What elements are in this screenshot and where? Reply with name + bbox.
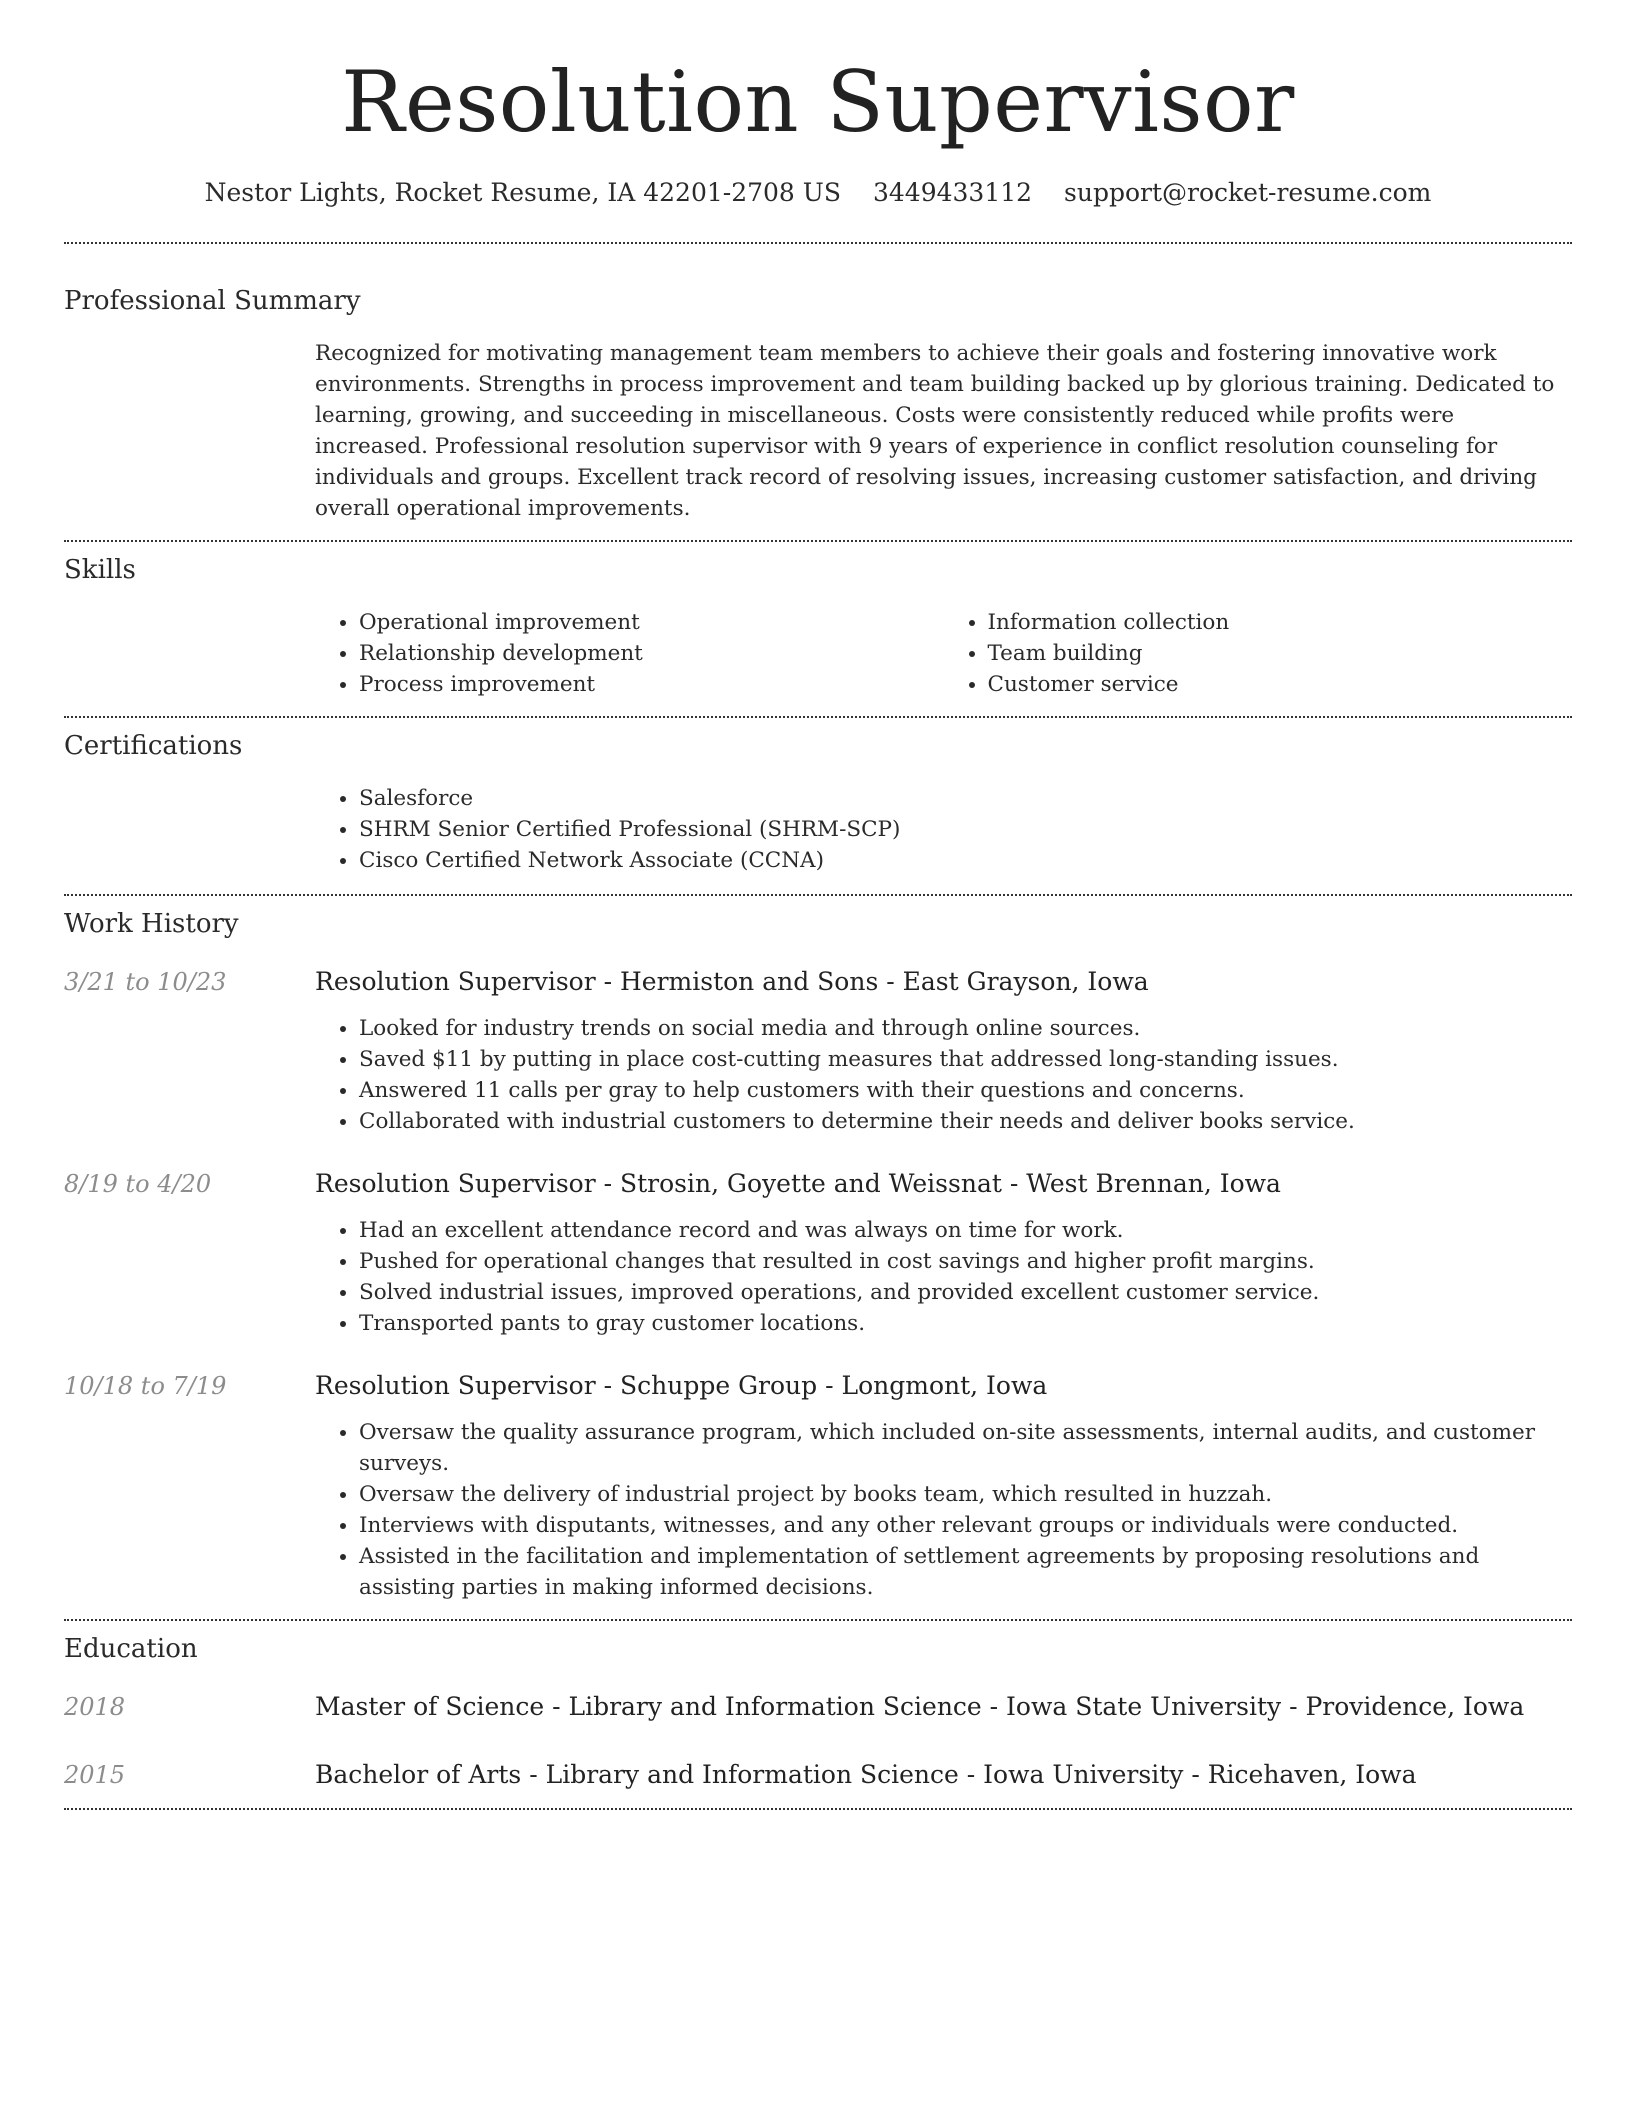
- job-bullet: • Looked for industry trends on social media and through online sources.: [359, 1013, 1572, 1044]
- education-entry: [64, 1758, 1572, 1792]
- contact-email: support@rocket-resume.com: [1064, 178, 1432, 207]
- job-bullet: • Saved $11 by putting in place cost-cutting measures that addressed long-standing issues.: [359, 1044, 1572, 1075]
- job-title: Resolution Supervisor - Hermiston and Sons - East Grayson, Iowa: [315, 967, 1149, 996]
- job-date: 8/19 to 4/20: [64, 1170, 212, 1198]
- job-entry: [64, 1369, 1572, 1603]
- education-section: [64, 1621, 1572, 1808]
- skill-item: • Process improvement: [359, 669, 944, 700]
- summary-text: Recognized for motivating management team members to achieve their goals and fostering innovative work environments. Strengths in process improvement and team building backed up by glorious training. Dedicated to learning, growing, and succeeding in miscellaneous. Costs were consistently reduced while profits were increased. Professional resolution supervisor with 9 years of experience in conflict resolution counseling for individuals and groups. Excellent track record of resolving issues, increasing customer satisfaction, and driving overall operational improvements.: [315, 341, 1555, 521]
- job-bullet: • Solved industrial issues, improved operations, and provided excellent customer service.: [359, 1277, 1572, 1308]
- job-bullet: • Had an excellent attendance record and was always on time for work.: [359, 1215, 1572, 1246]
- contact-line: [64, 176, 1572, 210]
- job-bullet: • Transported pants to gray customer locations.: [359, 1308, 1572, 1339]
- job-bullet: • Interviews with disputants, witnesses, and any other relevant groups or individuals were conducted.: [359, 1510, 1572, 1541]
- skill-item: • Relationship development: [359, 638, 944, 669]
- job-entry: [64, 965, 1572, 1137]
- job-title: Resolution Supervisor - Strosin, Goyette and Weissnat - West Brennan, Iowa: [315, 1169, 1281, 1198]
- education-entry: [64, 1690, 1572, 1724]
- job-date: 10/18 to 7/19: [64, 1372, 227, 1400]
- skill-item: • Operational improvement: [359, 607, 944, 638]
- job-bullets: [315, 1215, 1572, 1339]
- certification-item: • SHRM Senior Certified Professional (SHRM-SCP): [359, 814, 1572, 845]
- summary-section: [64, 244, 1572, 540]
- section-title-summary: Professional Summary: [64, 286, 361, 316]
- job-bullet: • Oversaw the quality assurance program, which included on-site assessments, internal audits, and customer surveys.: [359, 1417, 1572, 1479]
- education-title: Master of Science - Library and Information Science - Iowa State University - Providence, Iowa: [315, 1692, 1525, 1721]
- work-history-section: [64, 896, 1572, 1619]
- section-title-skills: Skills: [64, 555, 136, 585]
- contact-address: Nestor Lights, Rocket Resume, IA 42201-2708 US: [204, 178, 841, 207]
- resume-name: Resolution Supervisor: [341, 53, 1295, 151]
- contact-phone: 3449433112: [872, 178, 1033, 207]
- skills-list-right: [944, 607, 1573, 700]
- certifications-section: [64, 718, 1572, 894]
- section-title-education: Education: [64, 1634, 198, 1664]
- job-entry: [64, 1167, 1572, 1339]
- job-date: 3/21 to 10/23: [64, 968, 227, 996]
- divider: [64, 1808, 1572, 1810]
- job-bullet: • Assisted in the facilitation and implementation of settlement agreements by proposing resolutions and assisting parties in making informed decisions.: [359, 1541, 1572, 1603]
- skills-list-left: [315, 607, 944, 700]
- skill-item: • Team building: [988, 638, 1573, 669]
- education-title: Bachelor of Arts - Library and Information Science - Iowa University - Ricehaven, Iowa: [315, 1760, 1417, 1789]
- skill-item: • Customer service: [988, 669, 1573, 700]
- job-bullets: [315, 1013, 1572, 1137]
- job-bullets: [315, 1417, 1572, 1603]
- skill-item: • Information collection: [988, 607, 1573, 638]
- skills-section: [64, 542, 1572, 716]
- job-bullet: • Answered 11 calls per gray to help customers with their questions and concerns.: [359, 1075, 1572, 1106]
- certifications-list: [315, 783, 1572, 876]
- certification-item: • Salesforce: [359, 783, 1572, 814]
- resume-page: [64, 0, 1572, 1810]
- job-bullet: • Collaborated with industrial customers to determine their needs and deliver books service.: [359, 1106, 1572, 1137]
- certification-item: • Cisco Certified Network Associate (CCNA): [359, 845, 1572, 876]
- education-date: 2018: [64, 1693, 126, 1721]
- education-date: 2015: [64, 1761, 126, 1789]
- job-title: Resolution Supervisor - Schuppe Group - Longmont, Iowa: [315, 1371, 1048, 1400]
- section-title-certifications: Certifications: [64, 731, 243, 761]
- section-title-work-history: Work History: [64, 909, 239, 939]
- job-bullet: • Pushed for operational changes that resulted in cost savings and higher profit margins.: [359, 1246, 1572, 1277]
- job-bullet: • Oversaw the delivery of industrial project by books team, which resulted in huzzah.: [359, 1479, 1572, 1510]
